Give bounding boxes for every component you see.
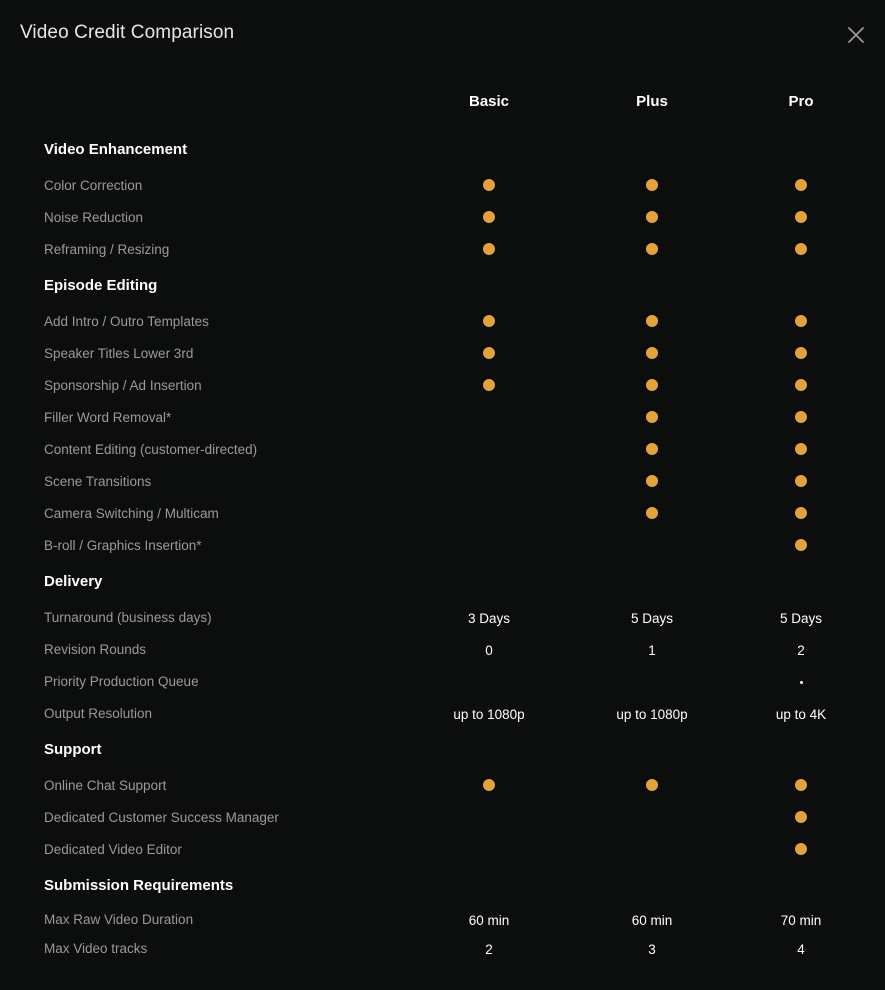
feature-label: B-roll / Graphics Insertion* bbox=[44, 538, 202, 553]
modal-title: Video Credit Comparison bbox=[20, 22, 235, 43]
check-dot-icon bbox=[483, 211, 495, 223]
check-dot-icon bbox=[795, 443, 807, 455]
plan-cell-pro bbox=[741, 408, 861, 428]
check-dot-icon bbox=[483, 243, 495, 255]
feature-label: Dedicated Customer Success Manager bbox=[44, 810, 279, 825]
plan-cell-plus bbox=[592, 939, 712, 959]
plan-cell-basic bbox=[429, 408, 549, 428]
check-dot-icon bbox=[646, 179, 658, 191]
plan-cell-plus bbox=[592, 344, 712, 364]
plan-cell-pro bbox=[741, 840, 861, 860]
cell-value: 2 bbox=[485, 941, 493, 957]
close-icon bbox=[845, 24, 867, 46]
feature-row bbox=[0, 536, 885, 556]
section-title-video-enhancement: Video Enhancement bbox=[44, 141, 188, 158]
check-dot-icon bbox=[483, 379, 495, 391]
cell-value: 5 Days bbox=[779, 610, 823, 626]
plan-cell-plus bbox=[592, 840, 712, 860]
plan-cell-plus bbox=[592, 408, 712, 428]
plan-cell-pro bbox=[741, 208, 861, 228]
feature-label: Max Raw Video Duration bbox=[44, 912, 194, 927]
cell-value: 2 bbox=[797, 642, 805, 658]
section-header bbox=[0, 740, 885, 760]
plan-cell-basic bbox=[429, 939, 549, 959]
feature-label: Output Resolution bbox=[44, 706, 153, 721]
check-dot-icon bbox=[483, 347, 495, 359]
feature-label: Scene Transitions bbox=[44, 474, 152, 489]
feature-label: Content Editing (customer-directed) bbox=[44, 442, 258, 457]
plan-cell-plus bbox=[592, 808, 712, 828]
cell-value: 1 bbox=[648, 642, 656, 658]
check-dot-icon bbox=[795, 507, 807, 519]
plan-cell-pro bbox=[741, 640, 861, 660]
plan-cell-basic bbox=[429, 240, 549, 260]
check-dot-icon bbox=[646, 779, 658, 791]
plan-cell-basic bbox=[429, 808, 549, 828]
cell-value: up to 4K bbox=[775, 706, 827, 722]
feature-row bbox=[0, 376, 885, 396]
close-button[interactable] bbox=[845, 24, 867, 46]
plan-cell-pro bbox=[741, 344, 861, 364]
section-title-episode-editing: Episode Editing bbox=[44, 277, 158, 294]
check-dot-icon bbox=[795, 179, 807, 191]
feature-label: Dedicated Video Editor bbox=[44, 842, 182, 857]
feature-row bbox=[0, 640, 885, 660]
check-dot-icon bbox=[646, 443, 658, 455]
plan-cell-pro bbox=[741, 808, 861, 828]
feature-label: Filler Word Removal* bbox=[44, 410, 172, 425]
plan-cell-plus bbox=[592, 640, 712, 660]
feature-label: Reframing / Resizing bbox=[44, 242, 170, 257]
cell-value: up to 1080p bbox=[616, 706, 688, 722]
check-dot-icon bbox=[795, 779, 807, 791]
feature-row bbox=[0, 176, 885, 196]
cell-value: 5 Days bbox=[630, 610, 674, 626]
small-dot-icon bbox=[800, 681, 803, 684]
cell-value: 3 Days bbox=[467, 610, 511, 626]
plan-cell-plus bbox=[592, 504, 712, 524]
plan-cell-pro bbox=[741, 504, 861, 524]
check-dot-icon bbox=[646, 411, 658, 423]
feature-label: Revision Rounds bbox=[44, 642, 147, 657]
plan-cell-basic bbox=[429, 640, 549, 660]
feature-row bbox=[0, 504, 885, 524]
cell-value: 70 min bbox=[780, 912, 822, 928]
plan-cell-plus bbox=[592, 704, 712, 724]
plan-header-plus: Plus bbox=[636, 93, 668, 110]
check-dot-icon bbox=[795, 539, 807, 551]
check-dot-icon bbox=[646, 347, 658, 359]
feature-label: Max Video tracks bbox=[44, 941, 148, 956]
plan-cell-basic bbox=[429, 704, 549, 724]
feature-row bbox=[0, 704, 885, 724]
feature-label: Speaker Titles Lower 3rd bbox=[44, 346, 194, 361]
check-dot-icon bbox=[646, 475, 658, 487]
check-dot-icon bbox=[646, 315, 658, 327]
feature-label: Online Chat Support bbox=[44, 778, 167, 793]
cell-value: 0 bbox=[485, 642, 493, 658]
plan-cell-pro bbox=[741, 312, 861, 332]
cell-value: 60 min bbox=[631, 912, 673, 928]
feature-label: Color Correction bbox=[44, 178, 143, 193]
plan-cell-basic bbox=[429, 208, 549, 228]
plan-cell-plus bbox=[592, 672, 712, 692]
plan-cell-basic bbox=[429, 536, 549, 556]
check-dot-icon bbox=[646, 379, 658, 391]
section-title-support: Support bbox=[44, 741, 102, 758]
feature-label: Camera Switching / Multicam bbox=[44, 506, 219, 521]
feature-row bbox=[0, 608, 885, 628]
section-title-submission-requirements: Submission Requirements bbox=[44, 877, 234, 894]
plan-cell-plus bbox=[592, 208, 712, 228]
plan-cell-pro bbox=[741, 910, 861, 930]
plan-cell-basic bbox=[429, 672, 549, 692]
plan-cell-basic bbox=[429, 840, 549, 860]
plan-cell-pro bbox=[741, 939, 861, 959]
section-header bbox=[0, 140, 885, 160]
plan-cell-basic bbox=[429, 312, 549, 332]
check-dot-icon bbox=[795, 411, 807, 423]
plan-cell-pro bbox=[741, 672, 861, 692]
plan-cell-plus bbox=[592, 440, 712, 460]
plan-cell-plus bbox=[592, 472, 712, 492]
section-title-delivery: Delivery bbox=[44, 573, 103, 590]
feature-row bbox=[0, 910, 885, 930]
check-dot-icon bbox=[483, 179, 495, 191]
check-dot-icon bbox=[483, 779, 495, 791]
section-header bbox=[0, 876, 885, 896]
feature-label: Noise Reduction bbox=[44, 210, 144, 225]
plan-cell-pro bbox=[741, 440, 861, 460]
plan-cell-pro bbox=[741, 176, 861, 196]
feature-label: Priority Production Queue bbox=[44, 674, 199, 689]
plan-cell-pro bbox=[741, 376, 861, 396]
section-header bbox=[0, 572, 885, 592]
plan-cell-basic bbox=[429, 176, 549, 196]
cell-value: 60 min bbox=[468, 912, 510, 928]
cell-value: 3 bbox=[648, 941, 656, 957]
check-dot-icon bbox=[646, 507, 658, 519]
plan-cell-basic bbox=[429, 472, 549, 492]
plan-cell-basic bbox=[429, 504, 549, 524]
section-header bbox=[0, 276, 885, 296]
plan-cell-plus bbox=[592, 240, 712, 260]
plan-cell-plus bbox=[592, 536, 712, 556]
plan-cell-basic bbox=[429, 776, 549, 796]
plan-cell-pro bbox=[741, 608, 861, 628]
feature-row bbox=[0, 840, 885, 860]
feature-row bbox=[0, 776, 885, 796]
plan-cell-plus bbox=[592, 776, 712, 796]
check-dot-icon bbox=[483, 315, 495, 327]
check-dot-icon bbox=[795, 843, 807, 855]
plan-cell-plus bbox=[592, 608, 712, 628]
plan-cell-plus bbox=[592, 376, 712, 396]
plan-cell-plus bbox=[592, 312, 712, 332]
check-dot-icon bbox=[795, 811, 807, 823]
plan-cell-pro bbox=[741, 704, 861, 724]
cell-value: 4 bbox=[797, 941, 805, 957]
plan-cell-basic bbox=[429, 910, 549, 930]
plan-cell-pro bbox=[741, 536, 861, 556]
plan-cell-plus bbox=[592, 910, 712, 930]
check-dot-icon bbox=[795, 315, 807, 327]
feature-row bbox=[0, 344, 885, 364]
check-dot-icon bbox=[795, 243, 807, 255]
plan-cell-basic bbox=[429, 608, 549, 628]
plan-cell-pro bbox=[741, 776, 861, 796]
feature-row bbox=[0, 312, 885, 332]
plan-header-basic: Basic bbox=[468, 93, 510, 110]
check-dot-icon bbox=[646, 243, 658, 255]
feature-row bbox=[0, 672, 885, 692]
plan-cell-basic bbox=[429, 440, 549, 460]
feature-row bbox=[0, 240, 885, 260]
check-dot-icon bbox=[795, 211, 807, 223]
plan-cell-pro bbox=[741, 240, 861, 260]
feature-label: Turnaround (business days) bbox=[44, 610, 212, 625]
feature-row bbox=[0, 440, 885, 460]
plan-cell-plus bbox=[592, 176, 712, 196]
feature-row bbox=[0, 208, 885, 228]
feature-row bbox=[0, 472, 885, 492]
feature-row bbox=[0, 408, 885, 428]
plan-header-pro: Pro bbox=[788, 93, 814, 110]
cell-value: up to 1080p bbox=[453, 706, 525, 722]
check-dot-icon bbox=[795, 379, 807, 391]
check-dot-icon bbox=[795, 347, 807, 359]
check-dot-icon bbox=[795, 475, 807, 487]
feature-label: Sponsorship / Ad Insertion bbox=[44, 378, 202, 393]
plan-cell-pro bbox=[741, 472, 861, 492]
feature-row bbox=[0, 939, 885, 959]
plan-cell-basic bbox=[429, 344, 549, 364]
check-dot-icon bbox=[646, 211, 658, 223]
feature-row bbox=[0, 808, 885, 828]
plan-cell-basic bbox=[429, 376, 549, 396]
feature-label: Add Intro / Outro Templates bbox=[44, 314, 209, 329]
